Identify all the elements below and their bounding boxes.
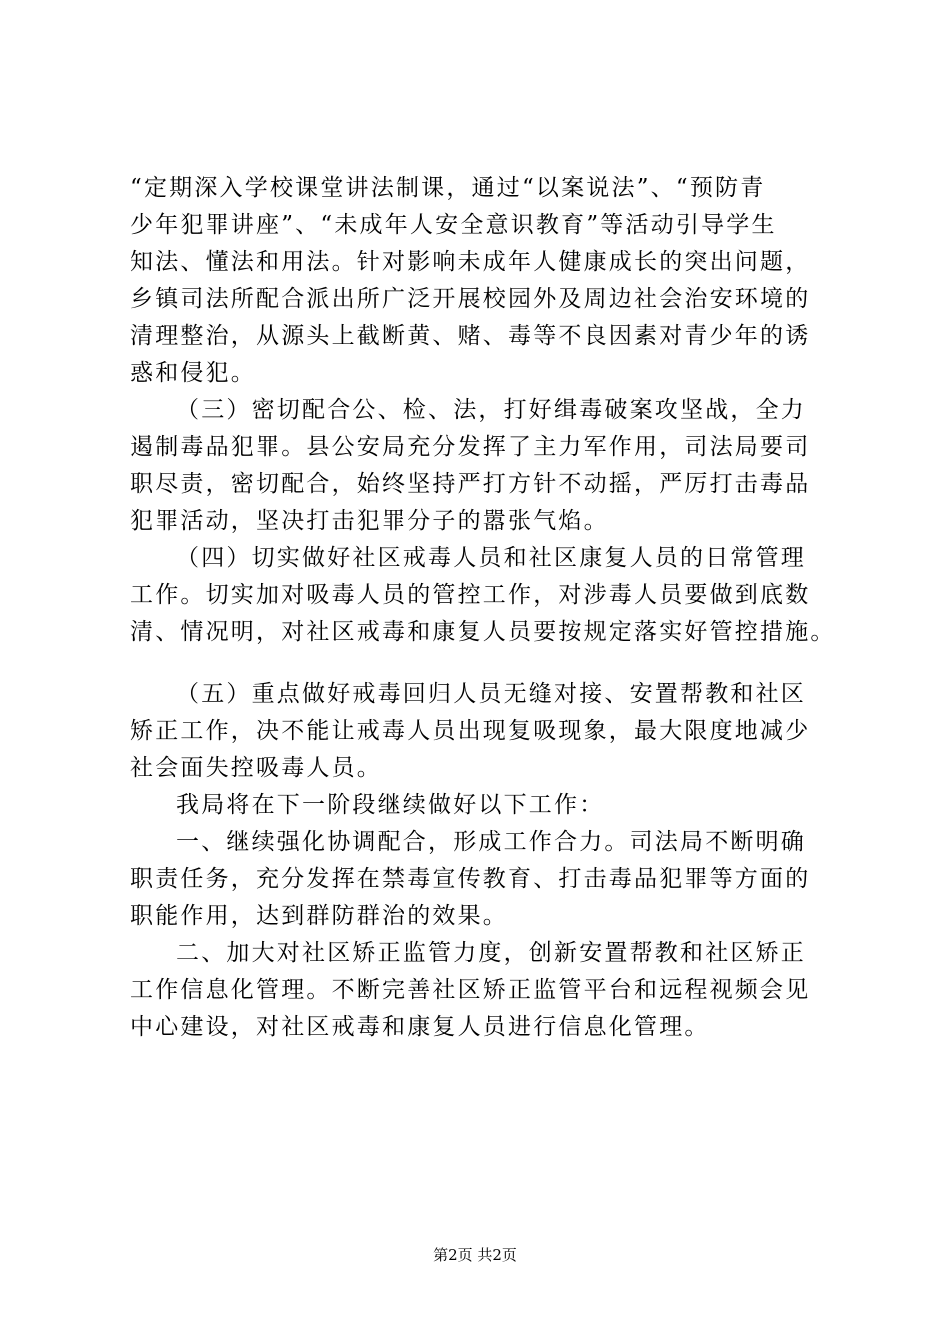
paragraph-line: （三）密切配合公、检、法，打好缉毒破案攻坚战，全力 — [176, 397, 806, 423]
paragraph-line: 矫正工作，决不能让戒毒人员出现复吸现象，最大限度地减少 — [130, 718, 811, 744]
paragraph-line: 职尽责，密切配合，始终坚持严打方针不动摇，严厉打击毒品 — [130, 471, 811, 497]
paragraph-line: “定期深入学校课堂讲法制课，通过“以案说法”、“预防青 — [130, 175, 766, 201]
paragraph-line: 工作信息化管理。不断完善社区矫正监管平台和远程视频会见 — [130, 977, 811, 1003]
paragraph-line: （五）重点做好戒毒回归人员无缝对接、安置帮教和社区 — [176, 681, 806, 707]
paragraph-line: 惑和侵犯。 — [130, 360, 256, 386]
paragraph-line: 清理整治，从源头上截断黄、赌、毒等不良因素对青少年的诱 — [130, 323, 811, 349]
paragraph-line: 少年犯罪讲座”、“未成年人安全意识教育”等活动引导学生 — [130, 212, 777, 238]
paragraph-line: 乡镇司法所配合派出所广泛开展校园外及周边社会治安环境的 — [130, 286, 811, 312]
paragraph-line: 二、加大对社区矫正监管力度，创新安置帮教和社区矫正 — [176, 940, 806, 966]
paragraph-line: （四）切实做好社区戒毒人员和社区康复人员的日常管理 — [176, 545, 806, 571]
page-number-footer: 第2页 共2页 — [433, 1246, 517, 1264]
paragraph-line: 职能作用，达到群防群治的效果。 — [130, 903, 508, 929]
paragraph-line: 遏制毒品犯罪。县公安局充分发挥了主力军作用，司法局要司 — [130, 434, 811, 460]
paragraph-line: 犯罪活动，坚决打击犯罪分子的嚣张气焰。 — [130, 508, 609, 534]
paragraph-line: 清、情况明，对社区戒毒和康复人员要按规定落实好管控措施。 — [130, 619, 836, 645]
paragraph-line: 工作。切实加对吸毒人员的管控工作，对涉毒人员要做到底数 — [130, 582, 811, 608]
paragraph-line: 职责任务，充分发挥在禁毒宣传教育、打击毒品犯罪等方面的 — [130, 866, 811, 892]
paragraph-line: 中心建设，对社区戒毒和康复人员进行信息化管理。 — [130, 1014, 710, 1040]
paragraph-line: 社会面失控吸毒人员。 — [130, 755, 382, 781]
paragraph-line: 知法、懂法和用法。针对影响未成年人健康成长的突出问题， — [130, 249, 811, 275]
paragraph-line: 我局将在下一阶段继续做好以下工作： — [176, 792, 605, 818]
paragraph-line: 一、继续强化协调配合，形成工作合力。司法局不断明确 — [176, 829, 806, 855]
